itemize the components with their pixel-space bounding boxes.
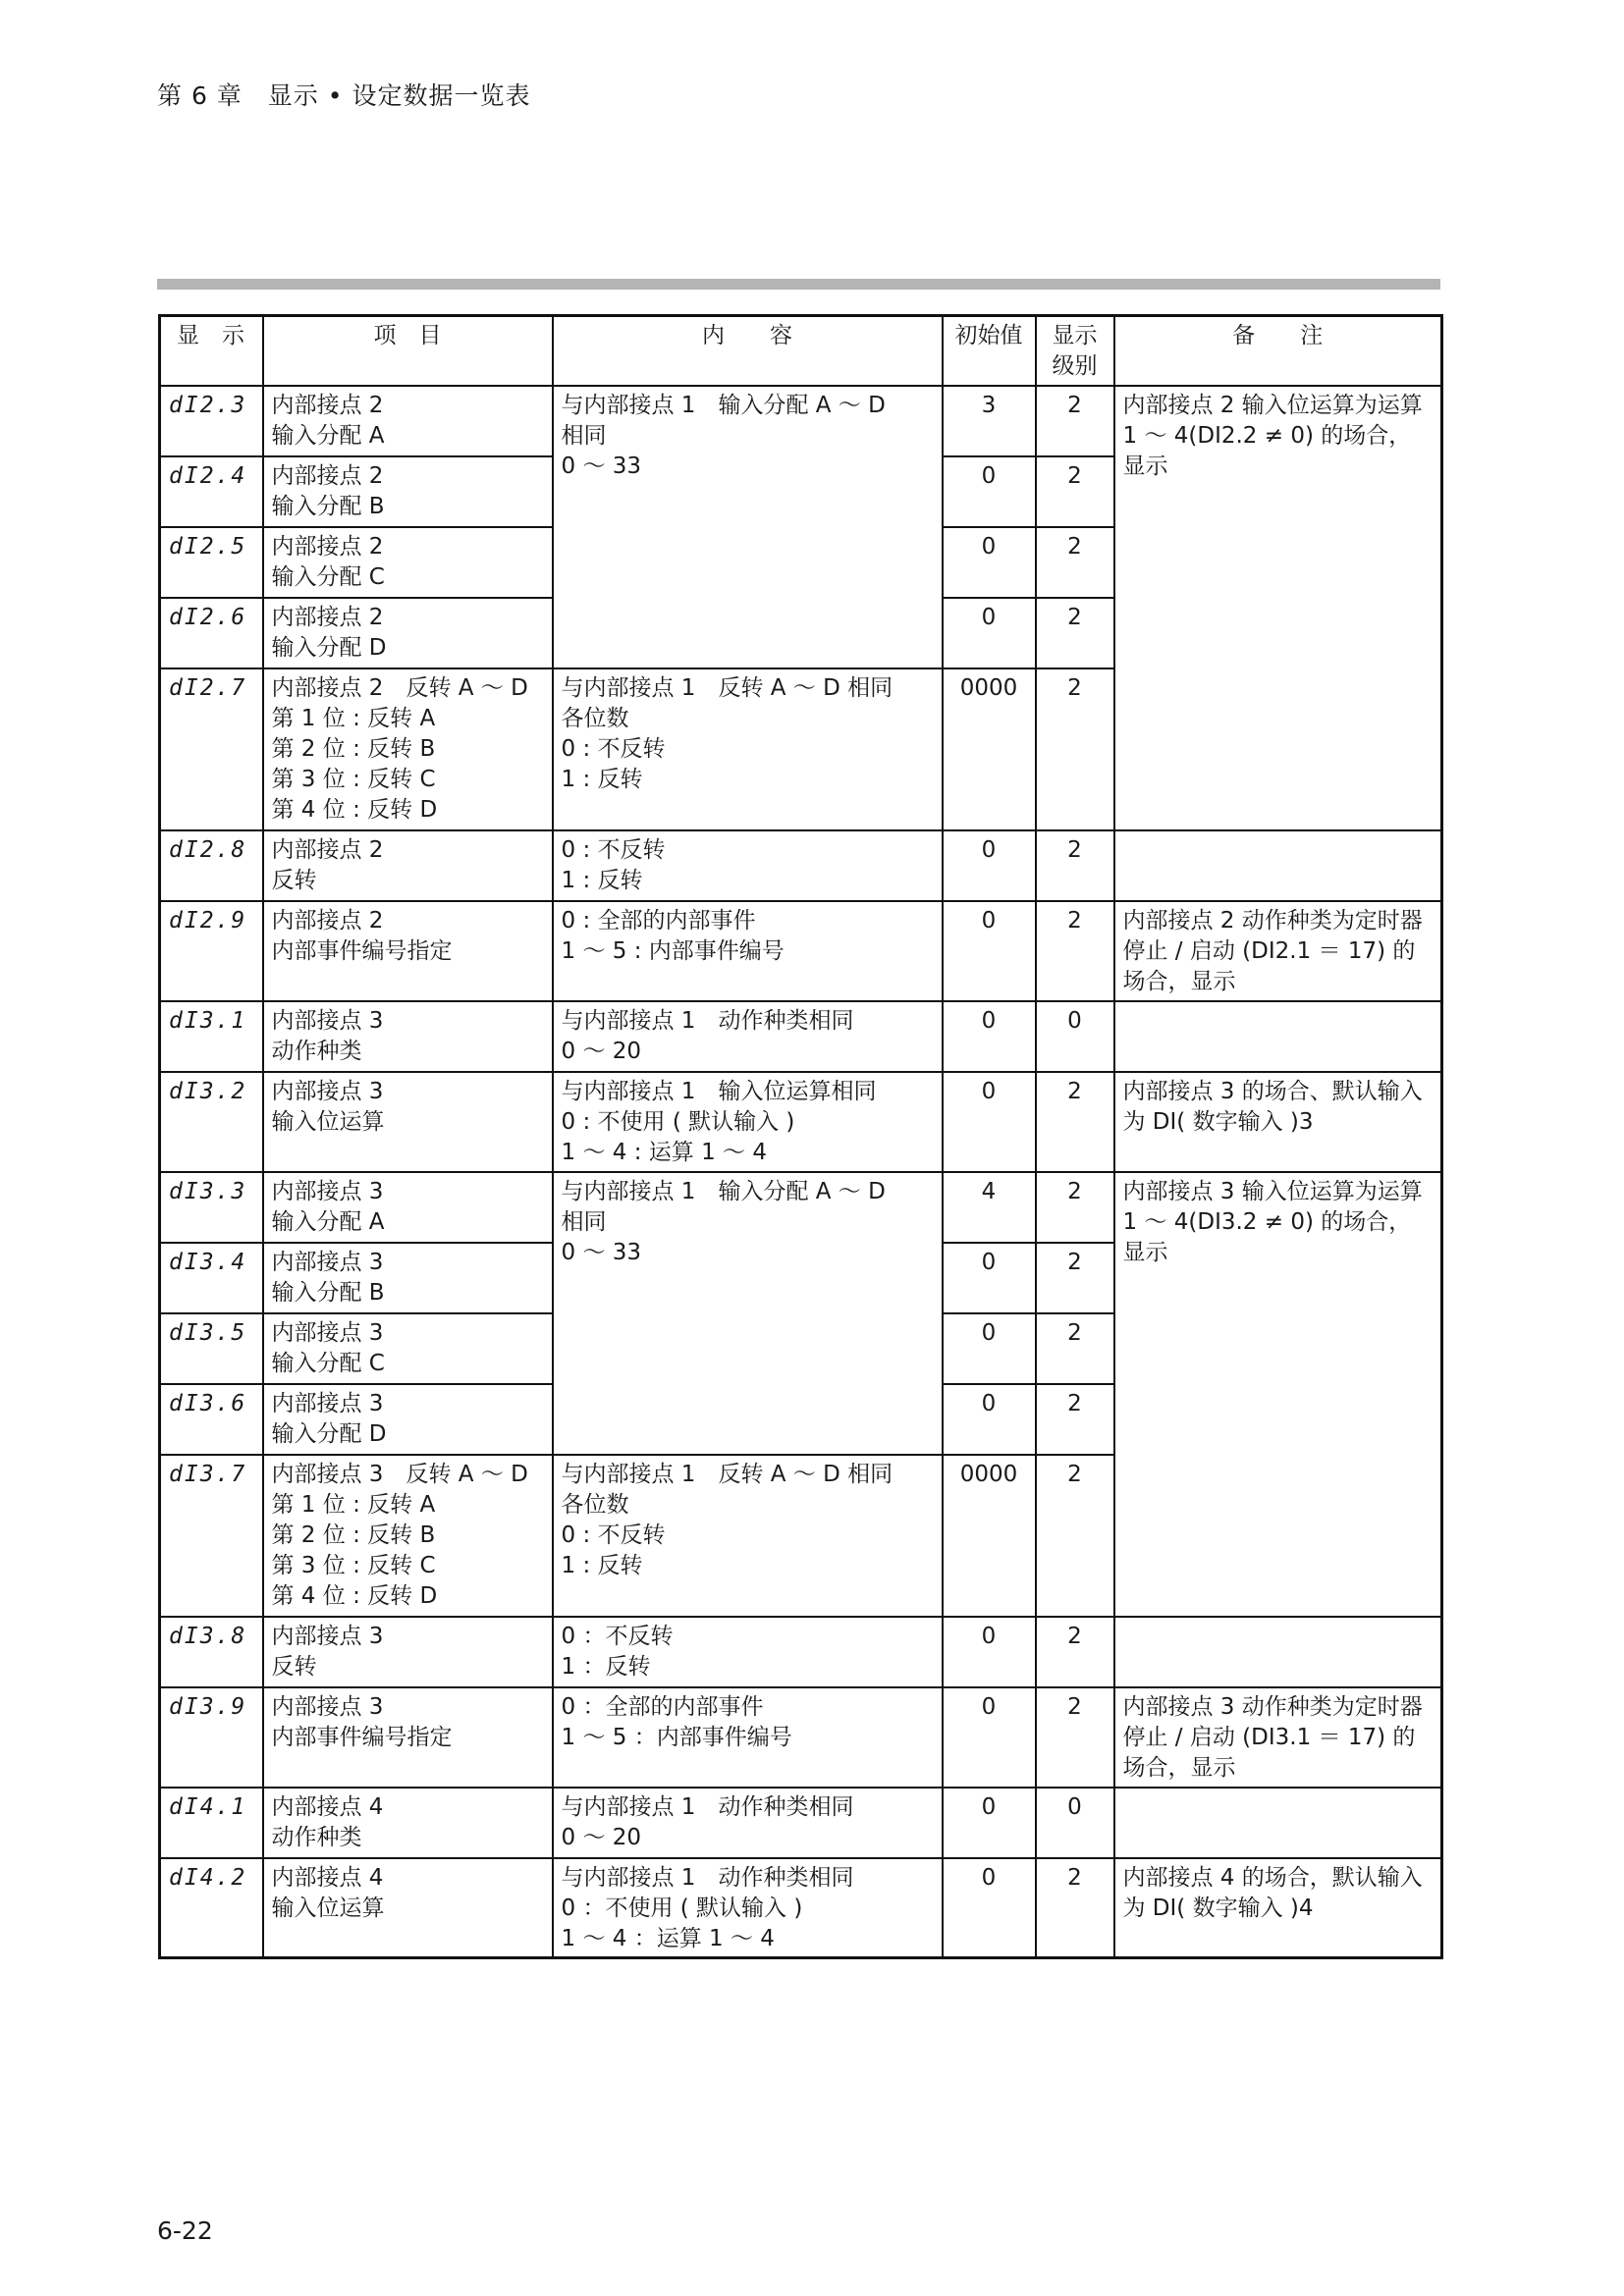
display-level: 2 — [1036, 1384, 1114, 1455]
item-cell: 内部接点 3 输入分配 C — [263, 1313, 553, 1384]
display-level: 2 — [1036, 1172, 1114, 1243]
header-item: 项 目 — [263, 316, 553, 386]
initial-value: 0 — [943, 1243, 1036, 1313]
content-cell: 0 ：全部的内部事件 1 ～ 5 ：内部事件编号 — [553, 1687, 943, 1788]
table-row — [160, 1617, 1442, 1687]
item-cell: 内部接点 3 输入位运算 — [263, 1072, 553, 1172]
display-level: 2 — [1036, 598, 1114, 668]
table-row — [160, 901, 1442, 1001]
item-cell: 内部接点 3 反转 A ～ D 第 1 位 : 反转 A 第 2 位 : 反转 B 第 3 位 : 反转 C 第 4 位 : 反转 D — [263, 1455, 553, 1617]
notes-cell: 内部接点 3 输入位运算为运算 1 ～ 4(DI3.2 ≠ 0) 的场合，显示 — [1114, 1172, 1442, 1617]
content-cell: 与内部接点 1 输入分配 A ～ D 相同 0 ～ 33 — [553, 1172, 943, 1455]
item-cell: 内部接点 2 输入分配 B — [263, 456, 553, 527]
settings-table — [158, 314, 1443, 1959]
notes-cell — [1114, 830, 1442, 901]
table-row — [160, 1687, 1442, 1788]
display-level: 2 — [1036, 386, 1114, 456]
initial-value: 3 — [943, 386, 1036, 456]
initial-value: 0000 — [943, 1455, 1036, 1617]
table-row — [160, 386, 1442, 456]
display-code: dI3.6 — [160, 1384, 263, 1455]
display-level: 2 — [1036, 1455, 1114, 1617]
initial-value: 0 — [943, 598, 1036, 668]
initial-value: 0 — [943, 456, 1036, 527]
item-cell: 内部接点 3 内部事件编号指定 — [263, 1687, 553, 1788]
table-row — [160, 1858, 1442, 1958]
notes-cell — [1114, 1617, 1442, 1687]
item-cell: 内部接点 4 输入位运算 — [263, 1858, 553, 1958]
item-cell: 内部接点 2 输入分配 D — [263, 598, 553, 668]
display-level: 2 — [1036, 668, 1114, 830]
content-cell: 与内部接点 1 输入位运算相同 0 : 不使用 ( 默认输入 ) 1 ～ 4 : 运算 1 ～ 4 — [553, 1072, 943, 1172]
content-cell: 0 : 不反转 1 : 反转 — [553, 830, 943, 901]
content-cell: 与内部接点 1 动作种类相同 0 ～ 20 — [553, 1788, 943, 1858]
table-row — [160, 1788, 1442, 1858]
table-row — [160, 1072, 1442, 1172]
display-level: 2 — [1036, 1313, 1114, 1384]
table-row — [160, 830, 1442, 901]
table-header-row — [160, 316, 1442, 386]
header-content: 内 容 — [553, 316, 943, 386]
notes-cell: 内部接点 2 动作种类为定时器停止 / 启动 (DI2.1 ＝ 17) 的场合，显示 — [1114, 901, 1442, 1001]
display-code: dI4.1 — [160, 1788, 263, 1858]
content-cell: 0 : 全部的内部事件 1 ～ 5 : 内部事件编号 — [553, 901, 943, 1001]
display-code: dI3.9 — [160, 1687, 263, 1788]
notes-cell — [1114, 1001, 1442, 1072]
header-rule — [157, 279, 1440, 290]
page-number: 6-22 — [157, 2216, 213, 2245]
table-row — [160, 1001, 1442, 1072]
display-code: dI3.8 — [160, 1617, 263, 1687]
item-cell: 内部接点 2 反转 A ～ D 第 1 位 : 反转 A 第 2 位 : 反转 B 第 3 位 : 反转 C 第 4 位 : 反转 D — [263, 668, 553, 830]
item-cell: 内部接点 2 输入分配 A — [263, 386, 553, 456]
display-code: dI2.9 — [160, 901, 263, 1001]
content-cell: 与内部接点 1 反转 A ～ D 相同 各位数 0 : 不反转 1 : 反转 — [553, 1455, 943, 1617]
display-code: dI2.4 — [160, 456, 263, 527]
item-cell: 内部接点 3 输入分配 B — [263, 1243, 553, 1313]
item-cell: 内部接点 2 内部事件编号指定 — [263, 901, 553, 1001]
header-notes: 备 注 — [1114, 316, 1442, 386]
display-code: dI2.8 — [160, 830, 263, 901]
item-cell: 内部接点 2 输入分配 C — [263, 527, 553, 598]
display-level: 2 — [1036, 1072, 1114, 1172]
content-cell: 与内部接点 1 反转 A ～ D 相同 各位数 0 : 不反转 1 : 反转 — [553, 668, 943, 830]
display-level: 2 — [1036, 901, 1114, 1001]
chapter-header: 第 6 章 显示 • 设定数据一览表 — [157, 81, 531, 110]
content-cell: 与内部接点 1 动作种类相同 0 ～ 20 — [553, 1001, 943, 1072]
item-cell: 内部接点 3 动作种类 — [263, 1001, 553, 1072]
display-code: dI4.2 — [160, 1858, 263, 1958]
display-level: 2 — [1036, 1243, 1114, 1313]
display-level: 2 — [1036, 1617, 1114, 1687]
item-cell: 内部接点 3 输入分配 D — [263, 1384, 553, 1455]
display-level: 0 — [1036, 1001, 1114, 1072]
display-code: dI3.1 — [160, 1001, 263, 1072]
display-code: dI3.3 — [160, 1172, 263, 1243]
display-code: dI2.5 — [160, 527, 263, 598]
initial-value: 0 — [943, 1617, 1036, 1687]
initial-value: 0 — [943, 830, 1036, 901]
item-cell: 内部接点 4 动作种类 — [263, 1788, 553, 1858]
display-code: dI3.4 — [160, 1243, 263, 1313]
display-code: dI2.6 — [160, 598, 263, 668]
display-level: 2 — [1036, 1858, 1114, 1958]
notes-cell: 内部接点 3 的场合、默认输入为 DI( 数字输入 )3 — [1114, 1072, 1442, 1172]
display-code: dI2.7 — [160, 668, 263, 830]
item-cell: 内部接点 3 输入分配 A — [263, 1172, 553, 1243]
item-cell: 内部接点 2 反转 — [263, 830, 553, 901]
content-cell: 与内部接点 1 动作种类相同 0 ：不使用 ( 默认输入 ) 1 ～ 4 ：运算 1 ～ 4 — [553, 1858, 943, 1958]
initial-value: 4 — [943, 1172, 1036, 1243]
content-cell: 与内部接点 1 输入分配 A ～ D 相同 0 ～ 33 — [553, 386, 943, 668]
notes-cell — [1114, 1788, 1442, 1858]
content-cell: 0 ：不反转 1 ：反转 — [553, 1617, 943, 1687]
display-level: 2 — [1036, 527, 1114, 598]
initial-value: 0 — [943, 901, 1036, 1001]
display-code: dI3.2 — [160, 1072, 263, 1172]
initial-value: 0 — [943, 1384, 1036, 1455]
initial-value: 0 — [943, 527, 1036, 598]
initial-value: 0 — [943, 1788, 1036, 1858]
display-level: 2 — [1036, 1687, 1114, 1788]
initial-value: 0 — [943, 1001, 1036, 1072]
display-code: dI3.5 — [160, 1313, 263, 1384]
initial-value: 0 — [943, 1072, 1036, 1172]
item-cell: 内部接点 3 反转 — [263, 1617, 553, 1687]
display-level: 0 — [1036, 1788, 1114, 1858]
initial-value: 0 — [943, 1687, 1036, 1788]
initial-value: 0 — [943, 1313, 1036, 1384]
table-row — [160, 1172, 1442, 1243]
initial-value: 0000 — [943, 668, 1036, 830]
notes-cell: 内部接点 3 动作种类为定时器停止 / 启动 (DI3.1 ＝ 17) 的场合，显示 — [1114, 1687, 1442, 1788]
display-code: dI2.3 — [160, 386, 263, 456]
notes-cell: 内部接点 2 输入位运算为运算 1 ～ 4(DI2.2 ≠ 0) 的场合，显示 — [1114, 386, 1442, 830]
display-level: 2 — [1036, 830, 1114, 901]
display-code: dI3.7 — [160, 1455, 263, 1617]
header-display: 显 示 — [160, 316, 263, 386]
header-level: 显示 级别 — [1036, 316, 1114, 386]
notes-cell: 内部接点 4 的场合，默认输入为 DI( 数字输入 )4 — [1114, 1858, 1442, 1958]
display-level: 2 — [1036, 456, 1114, 527]
header-initial: 初始值 — [943, 316, 1036, 386]
initial-value: 0 — [943, 1858, 1036, 1958]
